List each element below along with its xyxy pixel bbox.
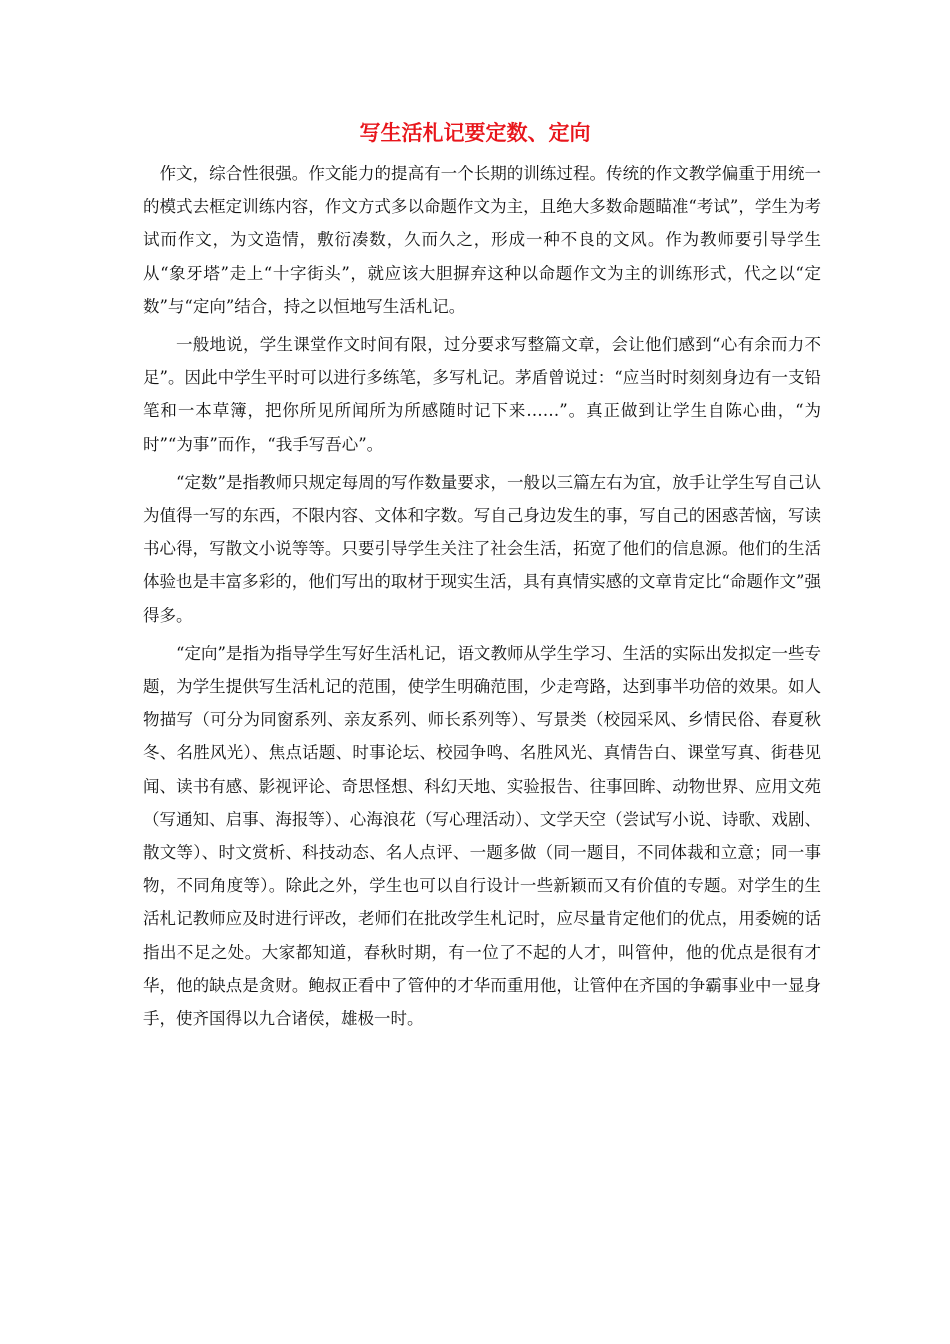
document-body	[143, 157, 821, 1040]
document-title: 写生活札记要定数、定向	[359, 120, 591, 145]
paragraph-dingxiang: “定向”是指为指导学生写好生活札记，语文教师从学生学习、生活的实际出发拟定一些专题，为学生提供写生活札记的范围，使学生明确范围，少走弯路，达到事半功倍的效果。如人物描写（可分为同窗系列、亲友系列、师长系列等）、写景类（校园采风、乡情民俗、春夏秋冬、名胜风光）、焦点话题、时事论坛、校园争鸣、名胜风光、真情告白、课堂写真、街巷见闻、读书有感、影视评论、奇思怪想、科幻天地、实验报告、往事回眸、动物世界、应用文苑（写通知、启事、海报等）、心海浪花（写心理活动）、文学天空（尝试写小说、诗歌、戏剧、散文等）、时文赏析、科技动态、名人点评、一题多做（同一题目，不同体裁和立意；同一事物，不同角度等）。除此之外，学生也可以自行设计一些新颖而又有价值的专题。对学生的生活札记教师应及时进行评改，老师们在批改学生札记时，应尽量肯定他们的优点，用委婉的话指出不足之处。大家都知道，春秋时期，有一位了不起的人才，叫管仲，他的优点是很有才华，他的缺点是贪财。鲍叔正看中了管仲的才华而重用他，让管仲在齐国的争霸事业中一显身手，使齐国得以九合诸侯，雄极一时。	[143, 643, 821, 1029]
paragraph-dingshu: “定数”是指教师只规定每周的写作数量要求，一般以三篇左右为宜，放手让学生写自己认为值得一写的东西，不限内容、文体和字数。写自己身边发生的事，写自己的困惑苦恼，写读书心得，写散文小说等等。只要引导学生关注了社会生活，拓宽了他们的信息源。他们的生活体验也是丰富多彩的，他们写出的取材于现实生活，具有真情实感的文章肯定比“命题作文”强得多。	[143, 472, 821, 625]
paragraph-intro: 作文，综合性很强。作文能力的提高有一个长期的训练过程。传统的作文教学偏重于用统一的模式去框定训练内容，作文方式多以命题作文为主，且绝大多数命题瞄准“考试”，学生为考试而作文，为文造情，敷衍凑数，久而久之，形成一种不良的文风。作为教师要引导学生从“象牙塔”走上“十字街头”，就应该大胆摒弃这种以命题作文为主的训练形式，代之以“定数”与“定向”结合，持之以恒地写生活札记。	[143, 164, 821, 316]
paragraph-practice: 一般地说，学生课堂作文时间有限，过分要求写整篇文章，会让他们感到“心有余而力不足”。因此中学生平时可以进行多练笔，多写札记。茅盾曾说过：“应当时时刻刻身边有一支铅笔和一本草簿，把你所见所闻所为所感随时记下来……”。真正做到让学生自陈心曲，“为时”“为事”而作，“我手写吾心”。	[143, 335, 821, 454]
